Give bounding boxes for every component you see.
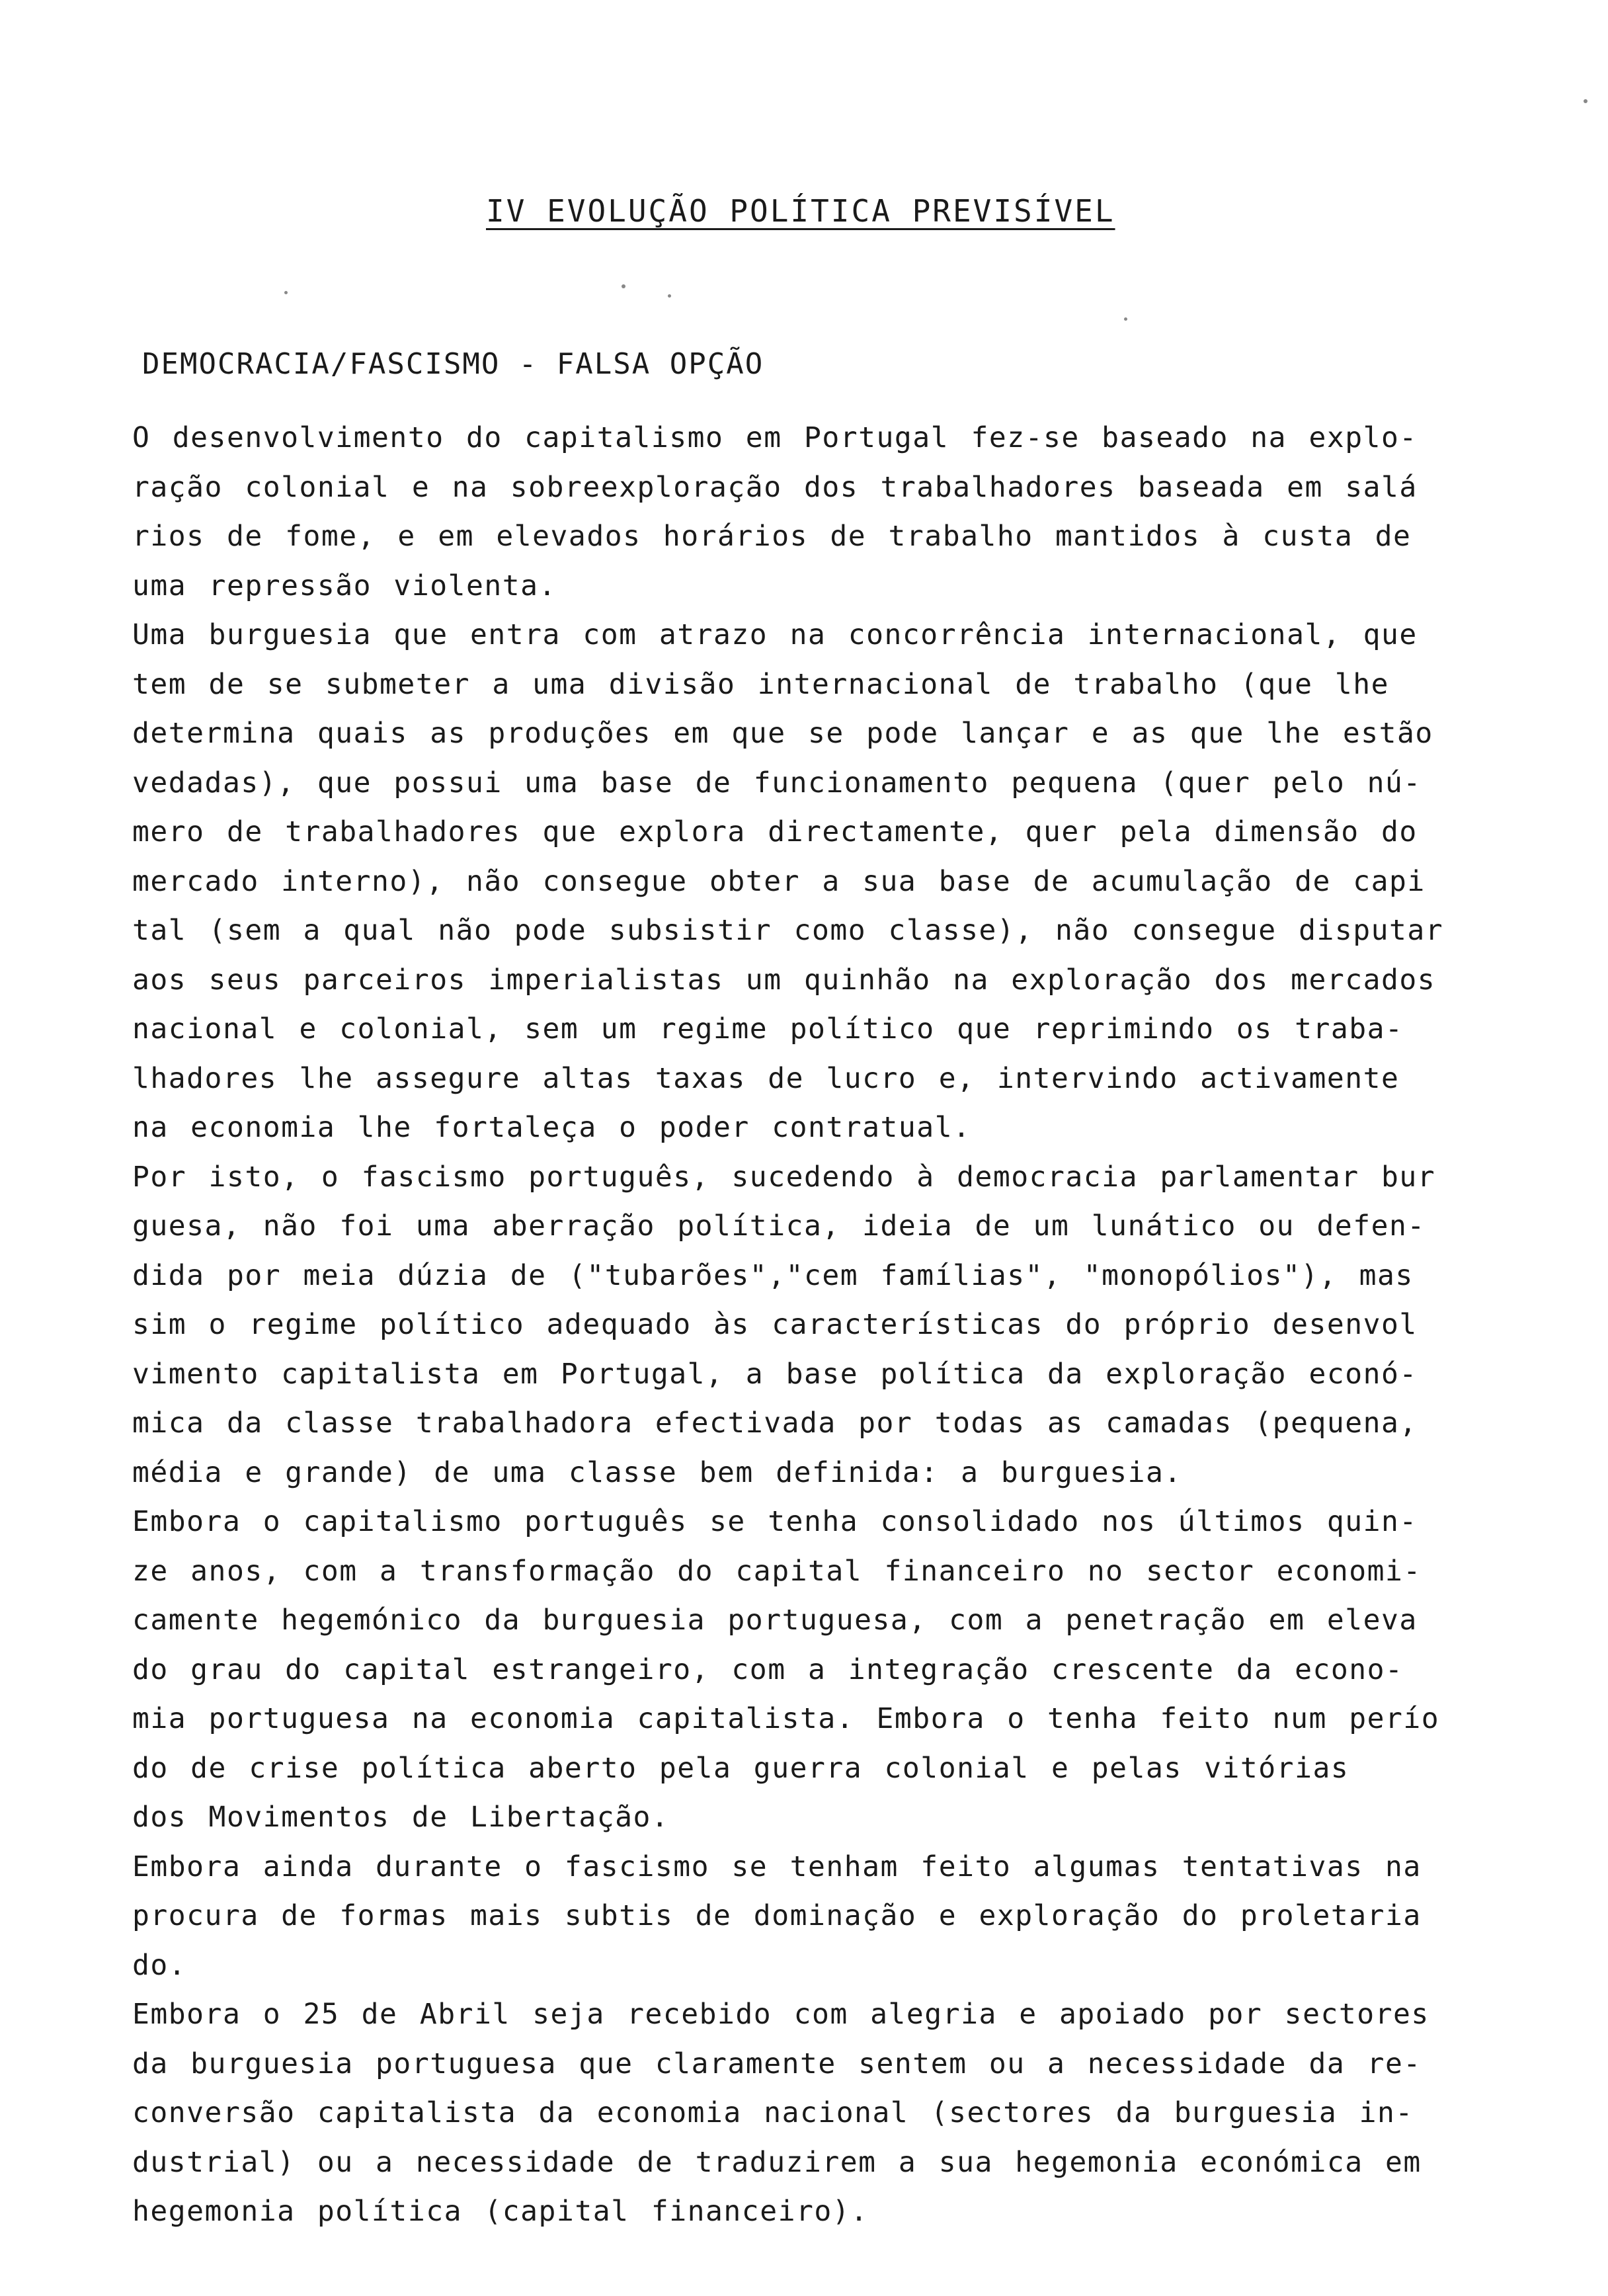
text-line: Embora o 25 de Abril seja recebido com alegria e apoiado por sectores	[132, 1998, 1429, 2031]
text-line: tal (sem a qual não pode subsistir como classe), não consegue disputar	[132, 914, 1444, 947]
text-line: ze anos, com a transformação do capital financeiro no sector economi-	[132, 1554, 1422, 1588]
text-line: lhadores lhe assegure altas taxas de lucro e, intervindo activamente	[132, 1061, 1400, 1095]
section-title: IV EVOLUÇÃO POLÍTICA PREVISÍVEL	[486, 193, 1115, 229]
text-line: mercado interno), não consegue obter a sua base de acumulação de capi	[132, 864, 1426, 898]
text-line: ração colonial e na sobreexploração dos trabalhadores baseada em salá	[132, 470, 1418, 504]
text-line: sim o regime político adequado às características do próprio desenvol	[132, 1308, 1418, 1341]
text-line: mero de trabalhadores que explora directamente, quer pela dimensão do	[132, 815, 1418, 848]
text-line: uma repressão violenta.	[132, 569, 557, 602]
text-line: determina quais as produções em que se pode lançar e as que lhe estão	[132, 717, 1433, 750]
text-line: camente hegemónico da burguesia portuguesa, com a penetração em eleva	[132, 1604, 1418, 1637]
text-line: da burguesia portuguesa que claramente sentem ou a necessidade da re-	[132, 2047, 1422, 2080]
scan-speck	[668, 294, 671, 298]
text-line: na economia lhe fortaleça o poder contratual.	[132, 1111, 971, 1144]
text-line: dustrial) ou a necessidade de traduzirem a sua hegemonia económica em	[132, 2145, 1422, 2179]
text-line: Embora o capitalismo português se tenha consolidado nos últimos quin-	[132, 1505, 1418, 1538]
text-line: guesa, não foi uma aberração política, ideia de um lunático ou defen-	[132, 1210, 1426, 1243]
text-line: do.	[132, 1948, 187, 1982]
text-line: vedadas), que possui uma base de funcionamento pequena (quer pelo nú-	[132, 766, 1422, 800]
text-line: vimento capitalista em Portugal, a base política da exploração econó-	[132, 1357, 1418, 1391]
text-line: do grau do capital estrangeiro, com a integração crescente da econo-	[132, 1653, 1404, 1686]
text-line: média e grande) de uma classe bem definida: a burguesia.	[132, 1456, 1182, 1489]
text-line: mica da classe trabalhadora efectivada por todas as camadas (pequena,	[132, 1407, 1418, 1440]
text-line: conversão capitalista da economia nacional (sectores da burguesia in-	[132, 2096, 1414, 2129]
text-line: dida por meia dúzia de ("tubarões","cem famílias", "monopólios"), mas	[132, 1258, 1414, 1292]
text-line: tem de se submeter a uma divisão internacional de trabalho (que lhe	[132, 667, 1390, 701]
text-line: mia portuguesa na economia capitalista. Embora o tenha feito num perío	[132, 1702, 1440, 1735]
text-line: Por isto, o fascismo português, sucedendo à democracia parlamentar bur	[132, 1160, 1436, 1194]
text-line: Uma burguesia que entra com atrazo na concorrência internacional, que	[132, 618, 1418, 651]
scan-speck	[622, 284, 625, 288]
text-line: aos seus parceiros imperialistas um quinhão na exploração dos mercados	[132, 963, 1436, 997]
body-text	[132, 413, 1534, 2236]
text-line: nacional e colonial, sem um regime político que reprimindo os traba-	[132, 1012, 1404, 1046]
text-line: O desenvolvimento do capitalismo em Portugal fez-se baseado na explo-	[132, 421, 1418, 454]
text-line: Embora ainda durante o fascismo se tenham feito algumas tentativas na	[132, 1850, 1422, 1883]
text-line: rios de fome, e em elevados horários de trabalho mantidos à custa de	[132, 520, 1412, 553]
scan-speck	[284, 291, 288, 294]
text-line: dos Movimentos de Libertação.	[132, 1801, 670, 1834]
section-subtitle: DEMOCRACIA/FASCISMO - FALSA OPÇÃO	[142, 347, 764, 381]
scan-speck	[1124, 317, 1127, 321]
text-line: hegemonia política (capital financeiro).	[132, 2195, 869, 2228]
text-line: do de crise política aberto pela guerra colonial e pelas vitórias	[132, 1751, 1349, 1785]
text-line: procura de formas mais subtis de dominação e exploração do proletaria	[132, 1899, 1422, 1932]
scan-speck	[1584, 99, 1588, 103]
